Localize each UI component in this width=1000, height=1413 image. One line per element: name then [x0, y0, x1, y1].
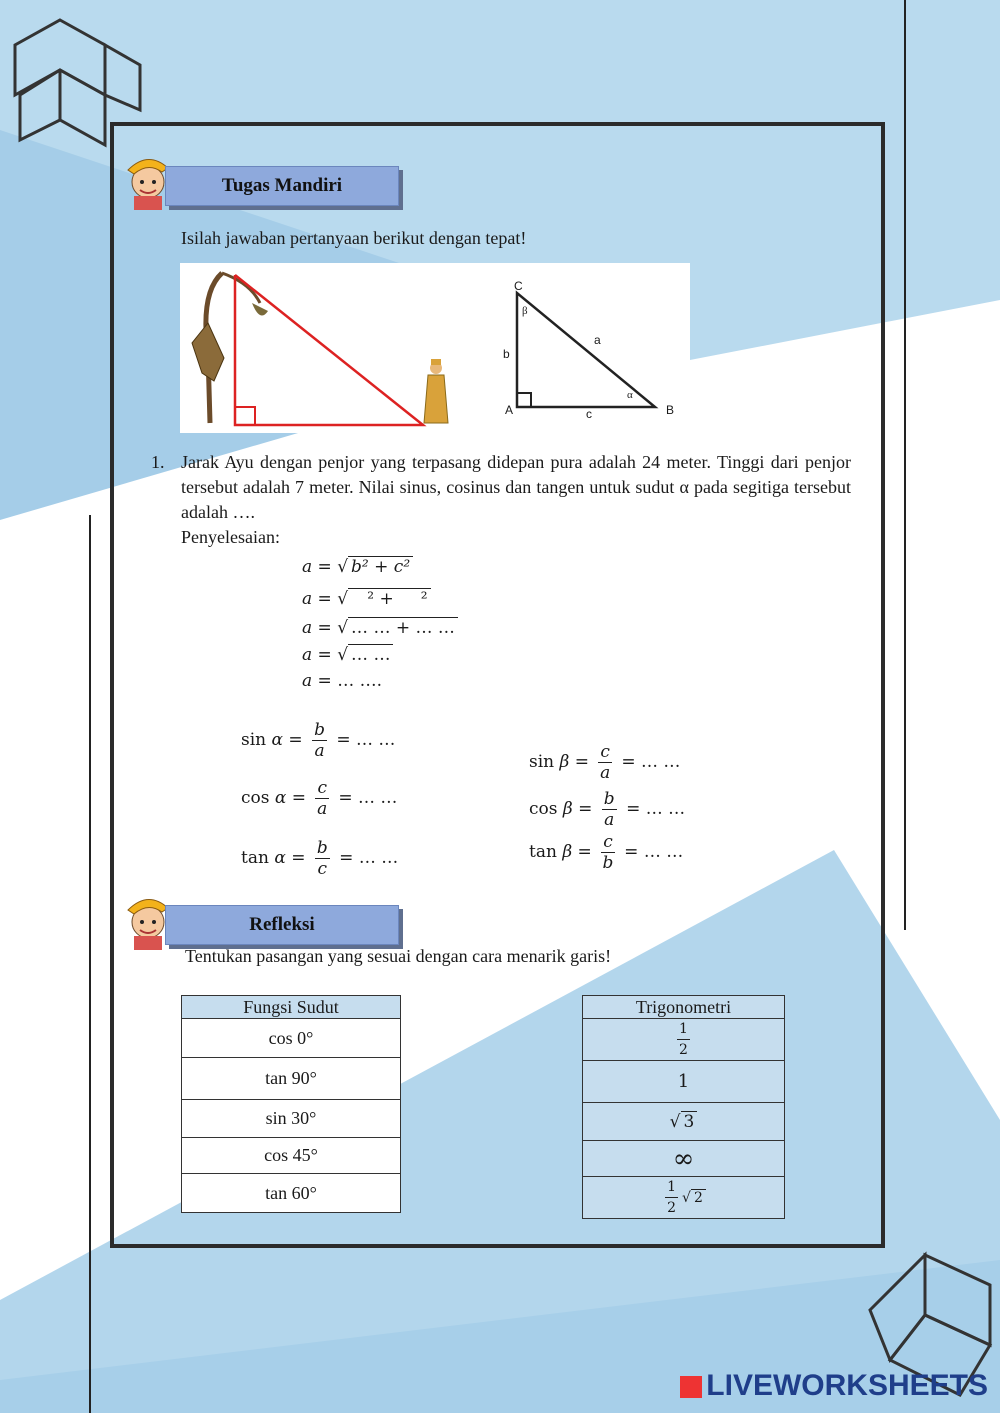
- angle-label-alpha: α: [627, 389, 633, 401]
- table-row[interactable]: $\frac{1}{2}$ √ 2: [583, 1177, 785, 1219]
- right-triangle-diagram: [500, 277, 690, 427]
- vertex-label-c: C: [514, 279, 523, 293]
- side-label-a: a: [594, 333, 601, 347]
- sin-alpha-row: sin α = $\frac{b}{a}$ = … …: [241, 720, 396, 761]
- sin-beta-row: sin β = $\frac{c}{a}$ = … …: [529, 742, 681, 783]
- table-row[interactable]: tan 90°: [182, 1058, 401, 1100]
- liveworksheets-logo: LIVEWORKSHEETS: [680, 1369, 988, 1403]
- instruction-text: Isilah jawaban pertanyaan berikut dengan tepat!: [181, 228, 527, 248]
- table-row[interactable]: cos 0°: [182, 1019, 401, 1058]
- table-row[interactable]: ∞: [583, 1141, 785, 1177]
- student-mascot-icon: [120, 892, 170, 950]
- step-5: a = … ….: [302, 671, 383, 691]
- step-4: a = √ … …: [302, 645, 393, 665]
- section-title-refleksi: Refleksi: [165, 905, 399, 945]
- table-row[interactable]: cos 45°: [182, 1138, 401, 1174]
- table-row[interactable]: tan 60°: [182, 1174, 401, 1213]
- table-row[interactable]: 1: [583, 1061, 785, 1103]
- question-text: Jarak Ayu dengan penjor yang terpasang didepan pura adalah 24 meter. Tinggi dari penjor tersebut adalah 7 meter. Nilai sinus, cosinus dan tangen untuk sudut α pada segitiga tersebut adalah ….: [181, 452, 851, 522]
- table-row[interactable]: $\frac{1}{2}$: [583, 1019, 785, 1061]
- vertex-label-a: A: [505, 403, 514, 417]
- cos-beta-row: cos β = $\frac{b}{a}$ = … …: [529, 789, 686, 830]
- table-row[interactable]: √ 3: [583, 1103, 785, 1141]
- figure-panel: [180, 263, 690, 433]
- table-row[interactable]: sin 30°: [182, 1100, 401, 1138]
- step-3: a = √ … … + … …: [302, 618, 458, 638]
- table-trigonometri: [582, 995, 785, 1219]
- brand-icon: [680, 1376, 702, 1398]
- section-title-tugas-mandiri: Tugas Mandiri: [165, 166, 399, 206]
- side-label-c: c: [586, 407, 592, 421]
- table-header: Trigonometri: [583, 996, 785, 1019]
- tan-alpha-row: tan α = $\frac{b}{c}$ = … …: [241, 838, 399, 879]
- table-header: Fungsi Sudut: [182, 996, 401, 1019]
- side-label-b: b: [503, 347, 510, 361]
- step-2: a = √ ² + ²: [302, 589, 431, 609]
- step-1: a = √ b² + c²: [302, 557, 413, 577]
- vertex-label-b: B: [666, 403, 675, 417]
- tan-beta-row: tan β = $\frac{c}{b}$ = … …: [529, 832, 684, 873]
- refleksi-instruction: Tentukan pasangan yang sesuai dengan cara menarik garis!: [185, 946, 612, 966]
- student-mascot-icon: [120, 152, 170, 210]
- solution-label: Penyelesaian:: [181, 527, 280, 547]
- cos-alpha-row: cos α = $\frac{c}{a}$ = … …: [241, 778, 398, 819]
- angle-label-beta: β: [522, 305, 528, 317]
- table-fungsi-sudut: [181, 995, 401, 1213]
- question-number: 1.: [151, 452, 165, 472]
